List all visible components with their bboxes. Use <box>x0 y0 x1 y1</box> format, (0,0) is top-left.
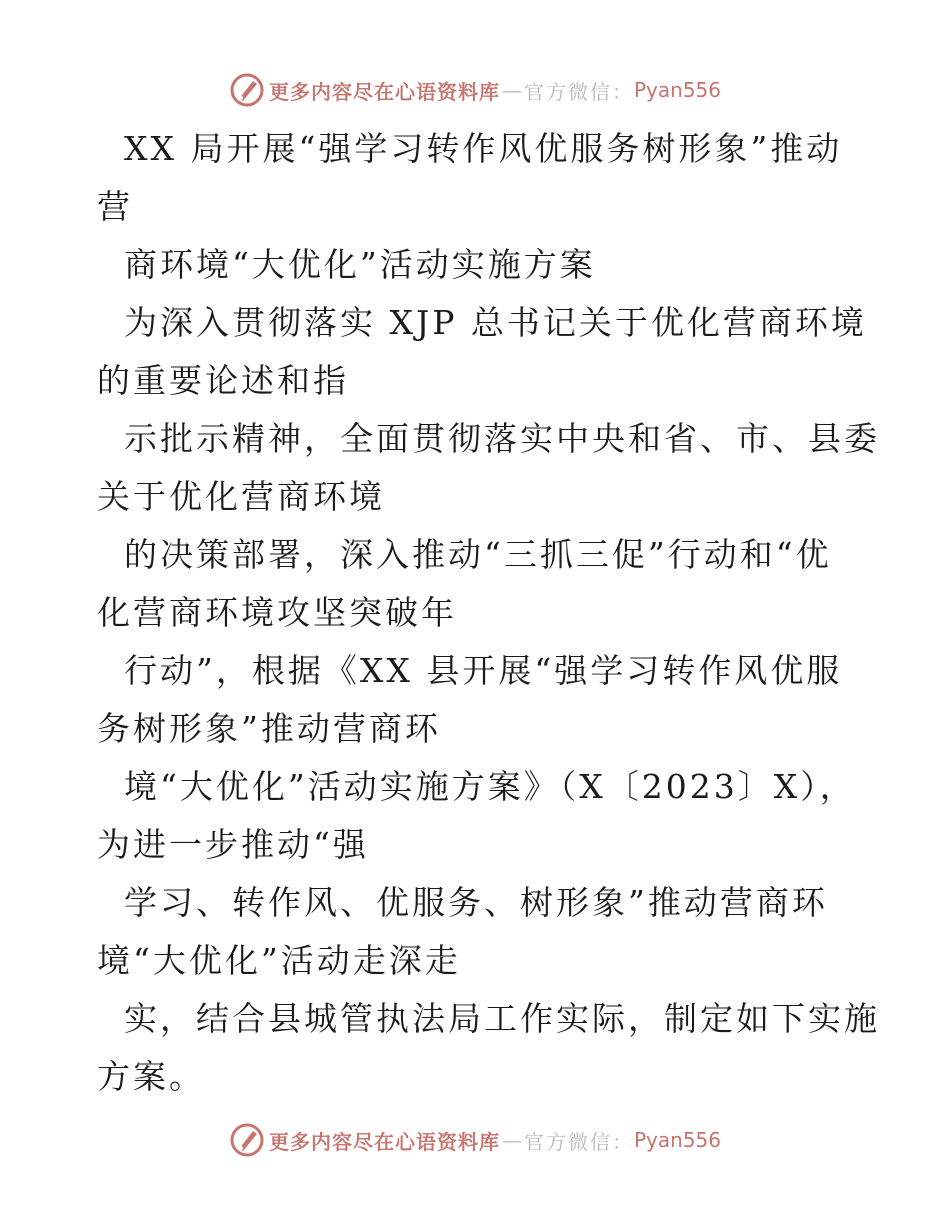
watermark-text: 更多内容尽在心语资料库 <box>268 79 500 104</box>
body-line: 学习、转作风、优服务、树形象”推动营商环 <box>97 883 828 922</box>
watermark-contact-label: 官方微信： <box>523 1129 634 1154</box>
body-line: 营 <box>97 187 133 226</box>
header-watermark <box>0 70 950 110</box>
body-line: 化营商环境攻坚突破年 <box>97 593 457 632</box>
watermark-text: 更多内容尽在心语资料库 <box>268 1129 500 1154</box>
body-line: 商环境“大优化”活动实施方案 <box>97 245 596 284</box>
body-line: 境“大优化”活动走深走 <box>97 941 461 980</box>
body-line: 的重要论述和指 <box>97 361 349 400</box>
watermark-contact-id: Pyan556 <box>633 1128 721 1152</box>
watermark-contact-label: 官方微信： <box>523 79 634 104</box>
body-line: 的决策部署，深入推动“三抓三促”行动和“优 <box>97 535 832 574</box>
body-line: 务树形象”推动营商环 <box>97 709 441 748</box>
body-line: 为深入贯彻落实 XJP 总书记关于优化营商环境 <box>97 303 867 342</box>
body-line: 关于优化营商环境 <box>97 477 385 516</box>
footer-watermark <box>0 1120 950 1160</box>
pen-logo-icon <box>229 72 265 108</box>
body-line: 为进一步推动“强 <box>97 825 369 864</box>
body-line: XX 局开展“强学习转作风优服务树形象”推动 <box>97 129 843 168</box>
watermark-dash: — <box>501 1128 522 1152</box>
body-line: 方案。 <box>97 1057 205 1096</box>
body-line: 境“大优化”活动实施方案》（X〔2023〕X）， <box>97 767 856 806</box>
body-line: 实，结合县城管执法局工作实际，制定如下实施 <box>97 999 880 1038</box>
document-body <box>97 120 880 1106</box>
pen-logo-icon <box>229 1122 265 1158</box>
body-line: 示批示精神，全面贯彻落实中央和省、市、县委 <box>97 419 880 458</box>
watermark-contact-id: Pyan556 <box>633 78 721 102</box>
watermark-dash: — <box>501 78 522 102</box>
body-line: 行动”，根据《XX 县开展“强学习转作风优服 <box>97 651 843 690</box>
